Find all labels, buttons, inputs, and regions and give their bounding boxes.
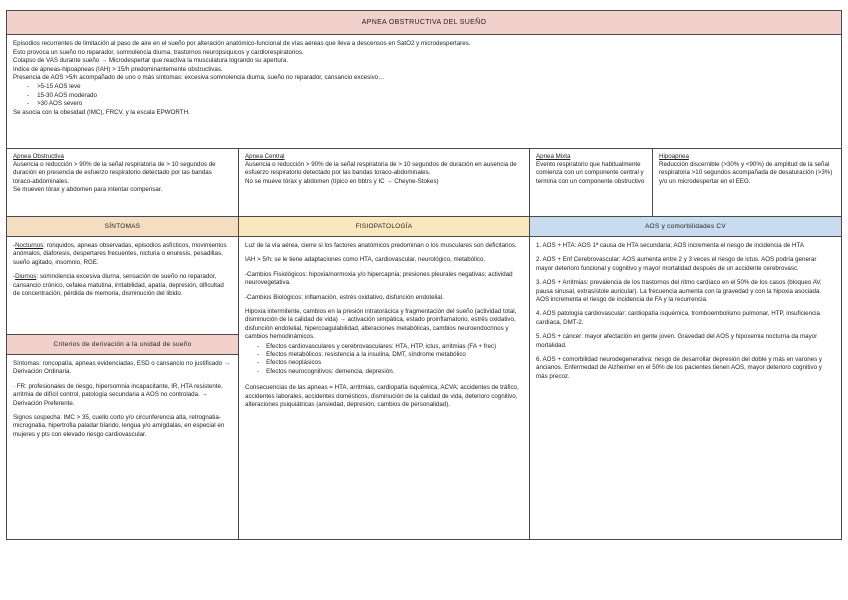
aos-cv-header-text: AOS y comorbilidades CV [645,223,726,230]
fisio-effect-item: - Efectos neoplásicos [269,359,523,367]
intro-line: Indice de apneas-hipoapneas (IAH) > 15/h predominantemente obstructivas. [13,65,223,73]
type-heading: Apnea Central [245,153,285,160]
derivacion-paragraph: Síntomas: roncopatía, apneas evidenciadas, ESD o cansancio no justificado → Derivación Ordinaria. [13,360,231,376]
fisio-paragraph: Hipoxia intermitente, cambios en la presión intratorácica y fragmentación del sueño (actividad total, disminución de la calidad de vida) → activación simpática, estado proinflamatorio, estrés oxidativo, disfunción endotelial, hipercoagulabilidad, alteraciones metabólicas, cambios neuroendocrinos y cambios hemodinámicos. [245,308,517,341]
aos-item: 3. AOS + Arritmias: prevalencia de los trastornos del ritmo cardíaco en el 50% de los casos (bloqueo AV, pausa sinusal, extrasístole auricular). La frecuencia aumenta con la gravedad y con la hipoxia asociada. AOS incrementa el riesgo de incidencia de FA y la recurrencia. [536,279,822,304]
type-extra: No se mueve tórax y abdomen (típico en bbtrs y IC → Cheyne-Stokes) [245,177,439,185]
intro-section [6,34,842,149]
fisio-paragraph: IAH > 5/h: se le tiene adaptaciones como HTA, cardiovascular, neurológico, metabólico. [245,256,486,264]
fisio-paragraph: Luz de la vía aérea, cierre si los factores anatómicos predominan o los musculares son deficitarios. [245,242,517,249]
fisio-effect-item: - Efectos neurocognitivos: demencia, depresión. [269,368,523,376]
sintomas-nocturnos: -Nocturnos: ronquidos, apneas observadas, episodios asfícticos, movimientos anómalos, diaforesis, despertares frecuentes, nicturia o enuresis, pesadillas, sueño agitado, insomnio, RGE. [13,242,227,266]
type-obstructiva [6,148,239,217]
type-text: Reducción discernible (>30% y <90%) de amplitud de la señal respiratoria >10 segundos acompañada de desaturación (>3%) y/o un microdespertar en el EEG. [659,161,833,185]
intro-line: Colapso de VAS durante sueño → Microdespertar que reactiva la musculatura logrando su apertura. [13,57,289,65]
type-text: Ausencia o reducción > 90% de la señal respiratoria de > 10 segundos de duración en presencia de esfuerzo respiratorio detectado por las bandas toraco-abdominales. [13,161,216,185]
type-heading: Hipoapnea [659,153,689,160]
type-hipoapnea [652,148,842,217]
type-extra: Se mueven tórax y abdomen para intentar compensar. [13,185,163,193]
diurnos-label: Diurnos [15,273,37,281]
sintomas-header [6,216,239,237]
aos-item: 2. AOS + Enf Cerebrovascular: AOS aumenta entre 2 y 3 veces el riesgo de ictus. AOS podría generar mayor deterioro funcional y cognitivo y mayor mortalidad después de un accidente cerebrovasc. [536,256,817,272]
derivacion-paragraph: · FR: profesionales de riesgo, hipersomnia incapacitante, IR, HTA resistente, arritmia de difícil control, patología secundaria a AOS no controlada. → Derivación Preferente. [13,382,223,407]
fisiopatologia-header-text: FISIOPATOLOGÍA [355,223,413,230]
sintomas-diurnos: -Diurnos: somnolencia excesiva diurna, sensación de sueño no reparador, cansancio crónico, cefalea matutina, irritabilidad, apatía, depresión, dificultad de concentración, pérdida de memoria, disminución del libido. [13,273,224,298]
summary-sheet [6,10,842,540]
aos-item: 1. AOS + HTA: AOS 1ª causa de HTA secundaria; AOS incrementa el riesgo de incidencia de HTA [536,242,804,249]
aos-cv-content [529,236,842,540]
aos-cv-header [529,216,842,237]
severity-item: - >5-15 AOS leve [39,83,835,92]
derivacion-header [6,334,239,355]
title-text: APNEA OBSTRUCTIVA DEL SUEÑO [361,19,487,26]
intro-line: Presencia de AOS >5/h acompañado de uno o más síntomas: excesiva somnolencia diurna, sueño no reparador, cansancio excesivo… [13,74,385,82]
intro-line: Esto provoca un sueño no reparador, somnolencia diurna, trastornos neuropsiquicos y cardiorespiratorios. [13,48,304,56]
derivacion-paragraph: Signos sospecha: IMC > 35, cuello corto y/o circunferencia alta, retrognatia-micrognatia, hipertrofia paladar blando, lengua y/o amígdalas, en especial en mujeres y pts con elevado riesgo cardiovascular. [13,414,225,438]
nocturnos-label: Nocturnos [15,242,44,249]
fisiopatologia-content [238,236,530,540]
fisio-paragraph: Consecuencias de las apneas = HTA, arritmias, cardiopatía isquémica, ACVA; accidentes de tráfico, accidentes laborales, accidentes domésticos, disminución de la calidad de vida, deterioro cognitivo, alteraciones psiquiátricas (ansiedad, depresión, cambios de personalidad). [245,384,519,409]
page-title [6,10,842,35]
fisio-paragraph: -Cambios Fisiológicos: hipoxia/normoxia y/o hipercapnia; presiones pleurales negativas; actividad neurovegetativa. [245,270,513,287]
derivacion-header-text: Criterios de derivación a la unidad de sueño [53,341,192,348]
intro-line: Episodios recurrentes de limitación al paso de aire en el sueño por alteración anatómico-funcional de vías aéreas que lleva a descensos en SatO2 y microdespertares. [13,40,471,47]
sintomas-header-text: SÍNTOMAS [104,223,141,230]
sintomas-content [6,236,239,335]
aos-item: 6. AOS + comorbilidad neurodegenerativa: riesgo de desarrollar depresión del doble y más en varones y ancianos. Enfermedad de Alzheimer en el 50% de los pacientes tienen AOS, mayor deterioro cognitivo y más precoz. [536,356,822,380]
type-text: Ausencia o reducción > 90% de la señal respiratoria de > 10 segundos de duración en ausencia de esfuerzo respiratorio detectado por las bandas toraco-abdominales. [245,161,517,177]
diurnos-text: : somnolencia excesiva diurna, sensación de sueño no reparador, cansancio crónico, cefalea matutina, irritabilidad, apatía, depresión, dificultad de concentración, pérdida de memoria, disminución del libido. [13,273,224,298]
aos-item: 5. AOS + cáncer: mayor afectación en gente joven. Gravedad del AOS y hipoxemia nocturna da mayor mortalidad. [536,333,818,349]
nocturnos-text: : ronquidos, apneas observadas, episodios asfícticos, movimientos anómalos, diaforesis, despertares frecuentes, nicturia o enuresis, pesadillas, sueño agitado, insomnio, RGE. [13,242,227,266]
fisio-effect-item: - Efectos metabólicos: resistencia a la insulina, DMT, síndrome metabólico [269,351,523,359]
fisiopatologia-header [238,216,530,237]
intro-closing: Se asocia con la obesidad (IMC), FRCV, y la escala EPWORTH. [13,108,190,116]
severity-list [13,83,835,109]
severity-item: - 15-30 AOS moderado [39,92,835,101]
aos-item: 4. AOS patología cardiovascular: cardiopatía isquémica, tromboembolismo pulmonar, HTP, insuficiencia cardíaca, DMT-2. [536,310,820,326]
fisio-paragraph: -Cambios Biológicos: inflamación, estrés oxidativo, disfunción endotelial. [245,293,444,301]
type-central [238,148,530,217]
type-heading: Apnea Mixta [536,153,571,160]
derivacion-content [6,354,239,540]
type-mixta [529,148,653,217]
type-heading: Apnea Obstructiva [13,153,64,160]
type-text: Evento respiratorio que habitualmente comienza con un componente central y termina con un componente obstructivo [536,161,645,185]
fisio-effect-item: - Efectos cardiovasculares y cerebrovasculares: HTA, HTP, ictus, arritmias (FA + frec) [269,343,523,351]
severity-item: - >30 AOS severo [39,100,835,109]
fisio-effects-list [245,343,523,377]
